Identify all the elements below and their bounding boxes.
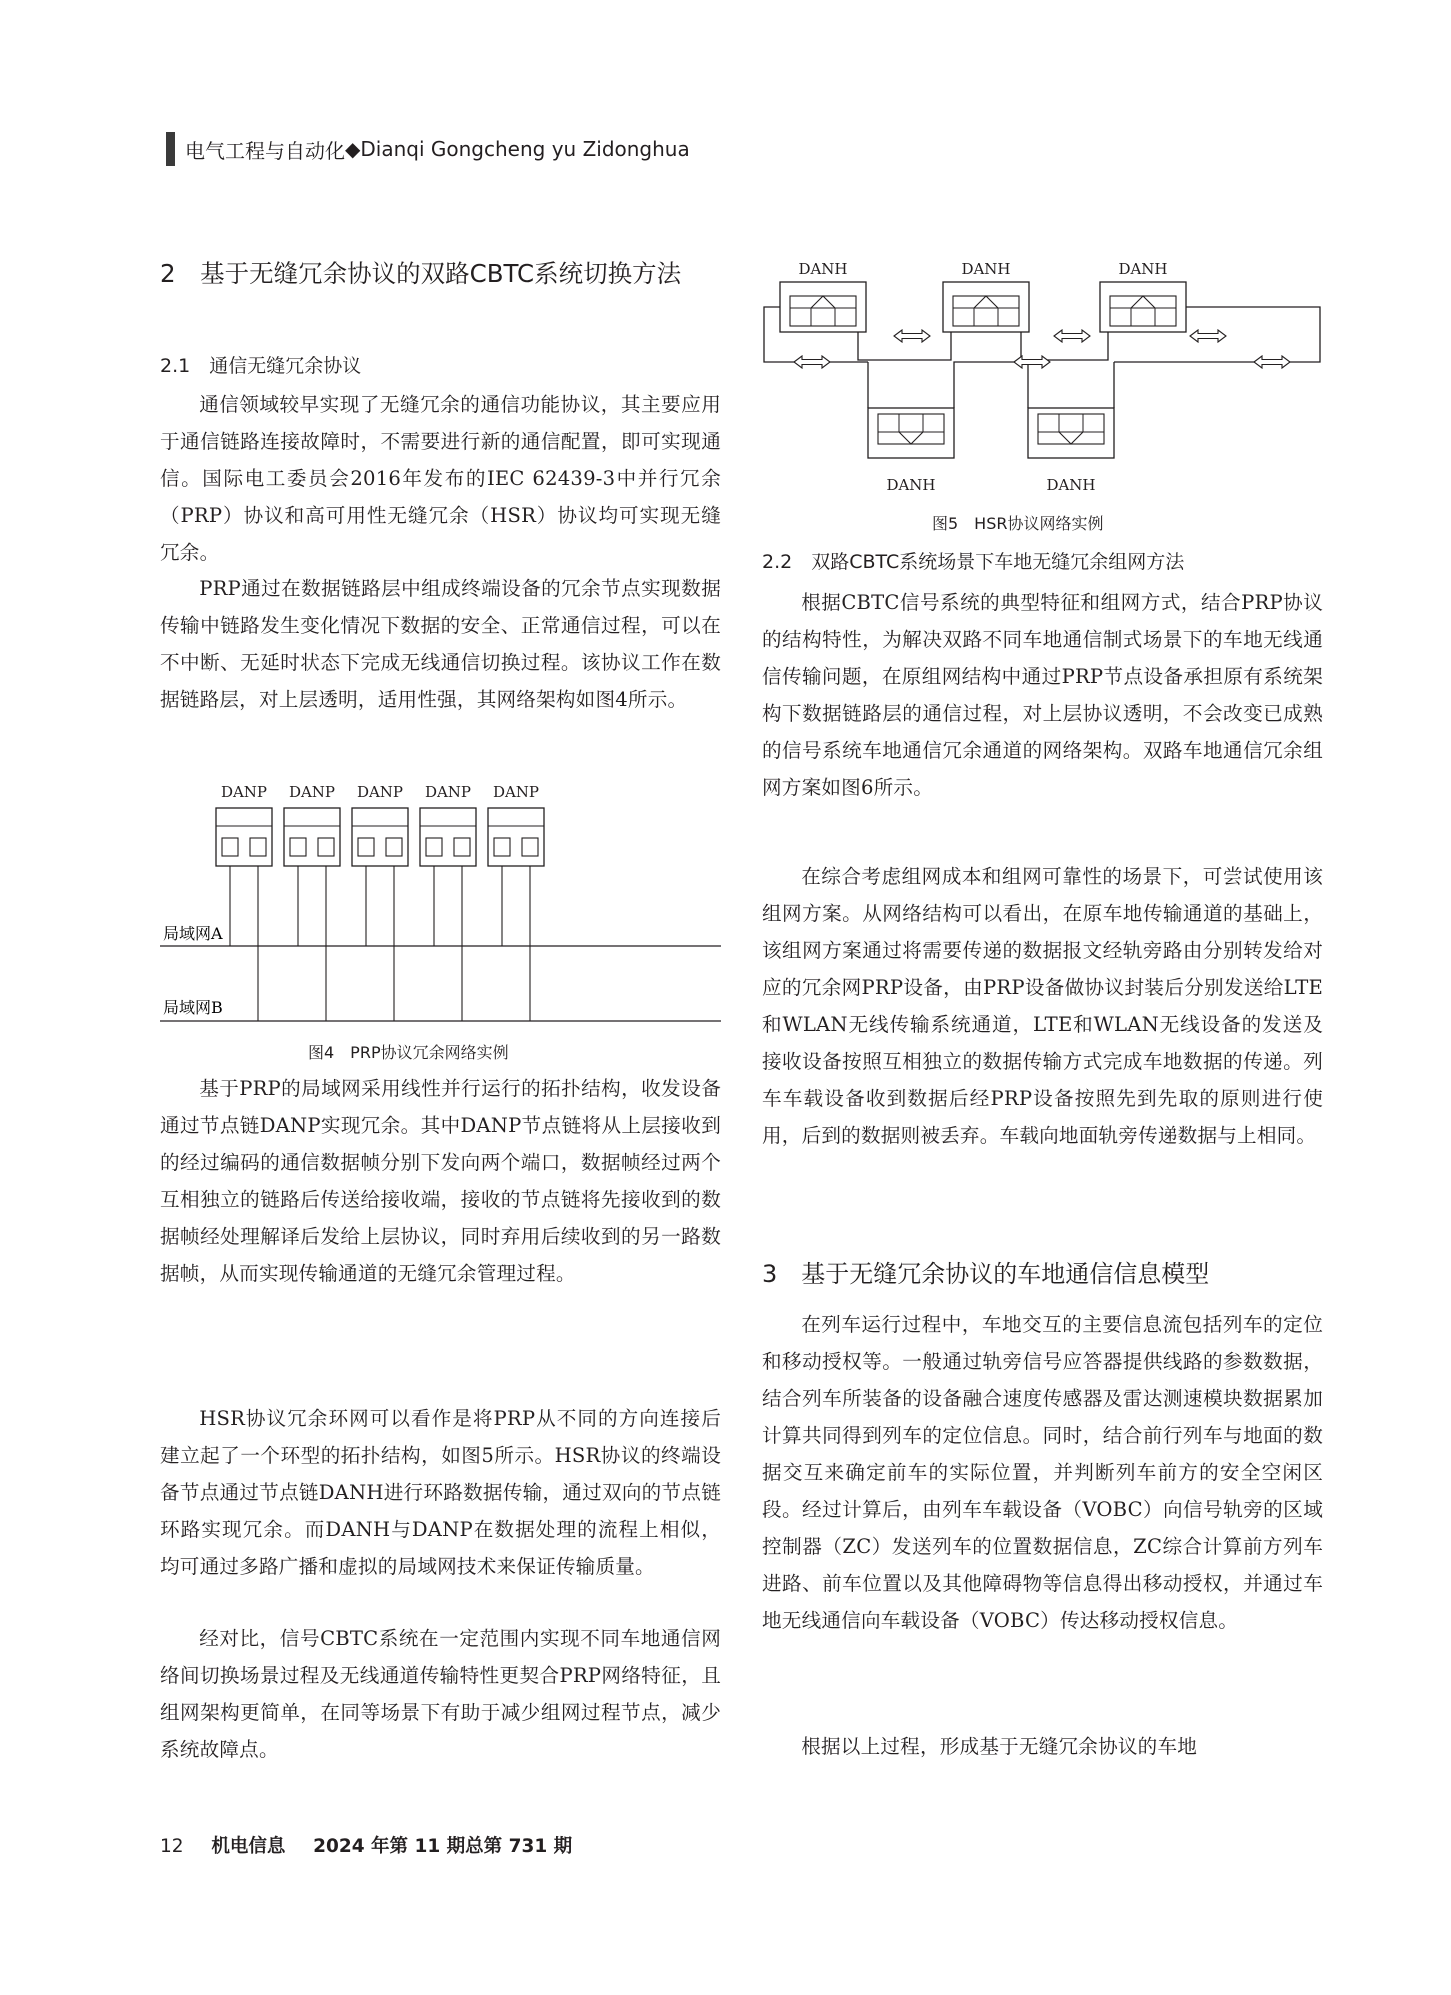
port-b <box>386 838 402 856</box>
danh-inner <box>1038 414 1104 444</box>
danp-label: DANP <box>288 783 336 801</box>
danp-box <box>420 808 476 866</box>
paragraph: PRP通过在数据链路层中组成终端设备的冗余节点实现数据传输中链路发生变化情况下数据的安全、正常通信过程，可以在不中断、无延时状态下完成无线通信切换过程。该协议工作在数据链路层，对上层透明，适用性强，其网络架构如图4所示。 <box>160 577 721 711</box>
danh-inner <box>953 296 1019 326</box>
danp-node <box>216 783 272 1021</box>
paragraph: 经对比，信号CBTC系统在一定范围内实现不同车地通信网络间切换场景过程及无线通道传输特性更契合PRP网络特征，且组网架构更简单，在同等场景下有助于减少组网过程节点，减少系统故障点。 <box>160 1627 721 1761</box>
danp-box <box>284 808 340 866</box>
danp-label: DANP <box>492 783 540 801</box>
page-footer <box>160 1832 572 1858</box>
port-a <box>290 838 306 856</box>
danp-node <box>488 783 544 1021</box>
danh-up-arrow <box>811 296 835 308</box>
bidirectional-arrow-icon <box>1190 330 1226 342</box>
danp-node <box>352 783 408 1021</box>
figure-5-hsr-diagram <box>762 258 1323 498</box>
footer-journal: 机电信息 <box>211 1836 286 1857</box>
port-a <box>222 838 238 856</box>
lan-b-label: 局域网B <box>163 998 223 1017</box>
port-a <box>358 838 374 856</box>
danh-node <box>868 408 954 494</box>
header-separator: ◆ <box>345 137 361 161</box>
danh-label: DANH <box>798 260 848 278</box>
danh-inner <box>878 414 944 444</box>
running-header <box>166 132 690 166</box>
paragraph: 通信领域较早实现了无缝冗余的通信功能协议，其主要应用于通信链路连接故障时，不需要进行新的通信配置，即可实现通信。国际电工委员会2016年发布的IEC 62439-3中并行冗余（PRP）协议和高可用性无缝冗余（HSR）协议均可实现无缝冗余。 <box>160 393 721 564</box>
section-2-title: 2 基于无缝冗余协议的双路CBTC系统切换方法 <box>160 259 682 288</box>
section-2-2-title: 2.2 双路CBTC系统场景下车地无缝冗余组网方法 <box>762 551 1185 573</box>
port-b <box>250 838 266 856</box>
danh-node <box>780 260 866 332</box>
danh-box <box>1100 282 1186 332</box>
danh-inner <box>1110 296 1176 326</box>
figure-5-caption: 图5 HSR协议网络实例 <box>932 514 1104 533</box>
danp-label: DANP <box>424 783 472 801</box>
paragraph: 根据CBTC信号系统的典型特征和组网方式，结合PRP协议的结构特性，为解决双路不同车地通信制式场景下的车地无线通信传输问题，在原组网结构中通过PRP节点设备承担原有系统架构下数据链路层的通信过程，对上层协议透明，不会改变已成熟的信号系统车地通信冗余通道的网络架构。双路车地通信冗余组网方案如图6所示。 <box>762 591 1323 799</box>
danp-node <box>420 783 476 1021</box>
danh-node <box>943 260 1029 332</box>
paragraph: 基于PRP的局域网采用线性并行运行的拓扑结构，收发设备通过节点链DANP实现冗余。其中DANP节点链将从上层接收到的经过编码的通信数据帧分别下发向两个端口，数据帧经过两个互相独立的链路后传送给接收端，接收的节点链将先接收到的数据帧经处理解译后发给上层协议，同时弃用后续收到的另一路数据帧，从而实现传输通道的无缝冗余管理过程。 <box>160 1077 721 1285</box>
danp-box <box>488 808 544 866</box>
paragraph: 在综合考虑组网成本和组网可靠性的场景下，可尝试使用该组网方案。从网络结构可以看出，在原车地传输通道的基础上，该组网方案通过将需要传递的数据报文经轨旁路由分别转发给对应的冗余网PRP设备，由PRP设备做协议封装后分别发送给LTE和WLAN无线传输系统通道，LTE和WLAN无线设备的发送及接收设备按照互相独立的数据传输方式完成车地数据的传递。列车车载设备收到数据后经PRP设备按照先到先取的原则进行使用，后到的数据则被丢弃。车载向地面轨旁传递数据与上相同。 <box>762 865 1323 1147</box>
danh-label: DANH <box>1118 260 1168 278</box>
danh-label: DANH <box>961 260 1011 278</box>
ring-segment <box>954 362 1028 408</box>
danp-label: DANP <box>220 783 268 801</box>
port-a <box>426 838 442 856</box>
danh-inner <box>790 296 856 326</box>
port-a <box>494 838 510 856</box>
header-bar <box>166 132 175 166</box>
footer-issue: 2024 年第 11 期总第 731 期 <box>313 1836 573 1857</box>
danp-box <box>352 808 408 866</box>
danh-box <box>943 282 1029 332</box>
journal-title-cn: 电气工程与自动化 <box>185 138 345 163</box>
port-b <box>522 838 538 856</box>
danh-down-arrow <box>1059 432 1083 444</box>
bidirectional-arrow-icon <box>1014 356 1050 368</box>
page-number: 12 <box>160 1836 184 1857</box>
lan-a-label: 局域网A <box>163 924 223 943</box>
danh-label: DANH <box>886 476 936 494</box>
danh-label: DANH <box>1046 476 1096 494</box>
bidirectional-arrow-icon <box>1054 330 1090 342</box>
danh-down-arrow <box>899 432 923 444</box>
bidirectional-arrow-icon <box>894 330 930 342</box>
danh-node <box>1100 260 1186 332</box>
danh-node <box>1028 408 1114 494</box>
danh-box <box>780 282 866 332</box>
danh-box <box>868 408 954 458</box>
paragraph: 在列车运行过程中，车地交互的主要信息流包括列车的定位和移动授权等。一般通过轨旁信号应答器提供线路的参数数据，结合列车所装备的设备融合速度传感器及雷达测速模块数据累加计算共同得到列车的定位信息。同时，结合前行列车与地面的数据交互来确定前车的实际位置，并判断列车前方的安全空闲区段。经过计算后，由列车车载设备（VOBC）向信号轨旁的区域控制器（ZC）发送列车的位置数据信息，ZC综合计算前方列车进路、前车位置以及其他障碍物等信息得出移动授权，并通过车地无线通信向车载设备（VOBC）传达移动授权信息。 <box>762 1313 1323 1632</box>
paragraph: HSR协议冗余环网可以看作是将PRP从不同的方向连接后建立起了一个环型的拓扑结构，如图5所示。HSR协议的终端设备节点通过节点链DANH进行环路数据传输，通过双向的节点链环路实现冗余。而DANH与DANP在数据处理的流程上相似，均可通过多路广播和虚拟的局域网技术来保证传输质量。 <box>160 1407 721 1578</box>
journal-title-en: Dianqi Gongcheng yu Zidonghua <box>360 137 690 161</box>
bidirectional-arrow-icon <box>794 356 830 368</box>
figure-4-caption: 图4 PRP协议冗余网络实例 <box>308 1043 509 1062</box>
danh-up-arrow <box>974 296 998 308</box>
paragraph: 根据以上过程，形成基于无缝冗余协议的车地 <box>801 1735 1198 1758</box>
section-2-1-title: 2.1 通信无缝冗余协议 <box>160 355 362 377</box>
figure-4-prp-diagram <box>160 776 721 1026</box>
danp-box <box>216 808 272 866</box>
danh-box <box>1028 408 1114 458</box>
danh-up-arrow <box>1131 296 1155 308</box>
danp-label: DANP <box>356 783 404 801</box>
danp-node <box>284 783 340 1021</box>
section-3-title: 3 基于无缝冗余协议的车地通信信息模型 <box>762 1260 1210 1288</box>
port-b <box>318 838 334 856</box>
port-b <box>454 838 470 856</box>
bidirectional-arrow-icon <box>1254 356 1290 368</box>
